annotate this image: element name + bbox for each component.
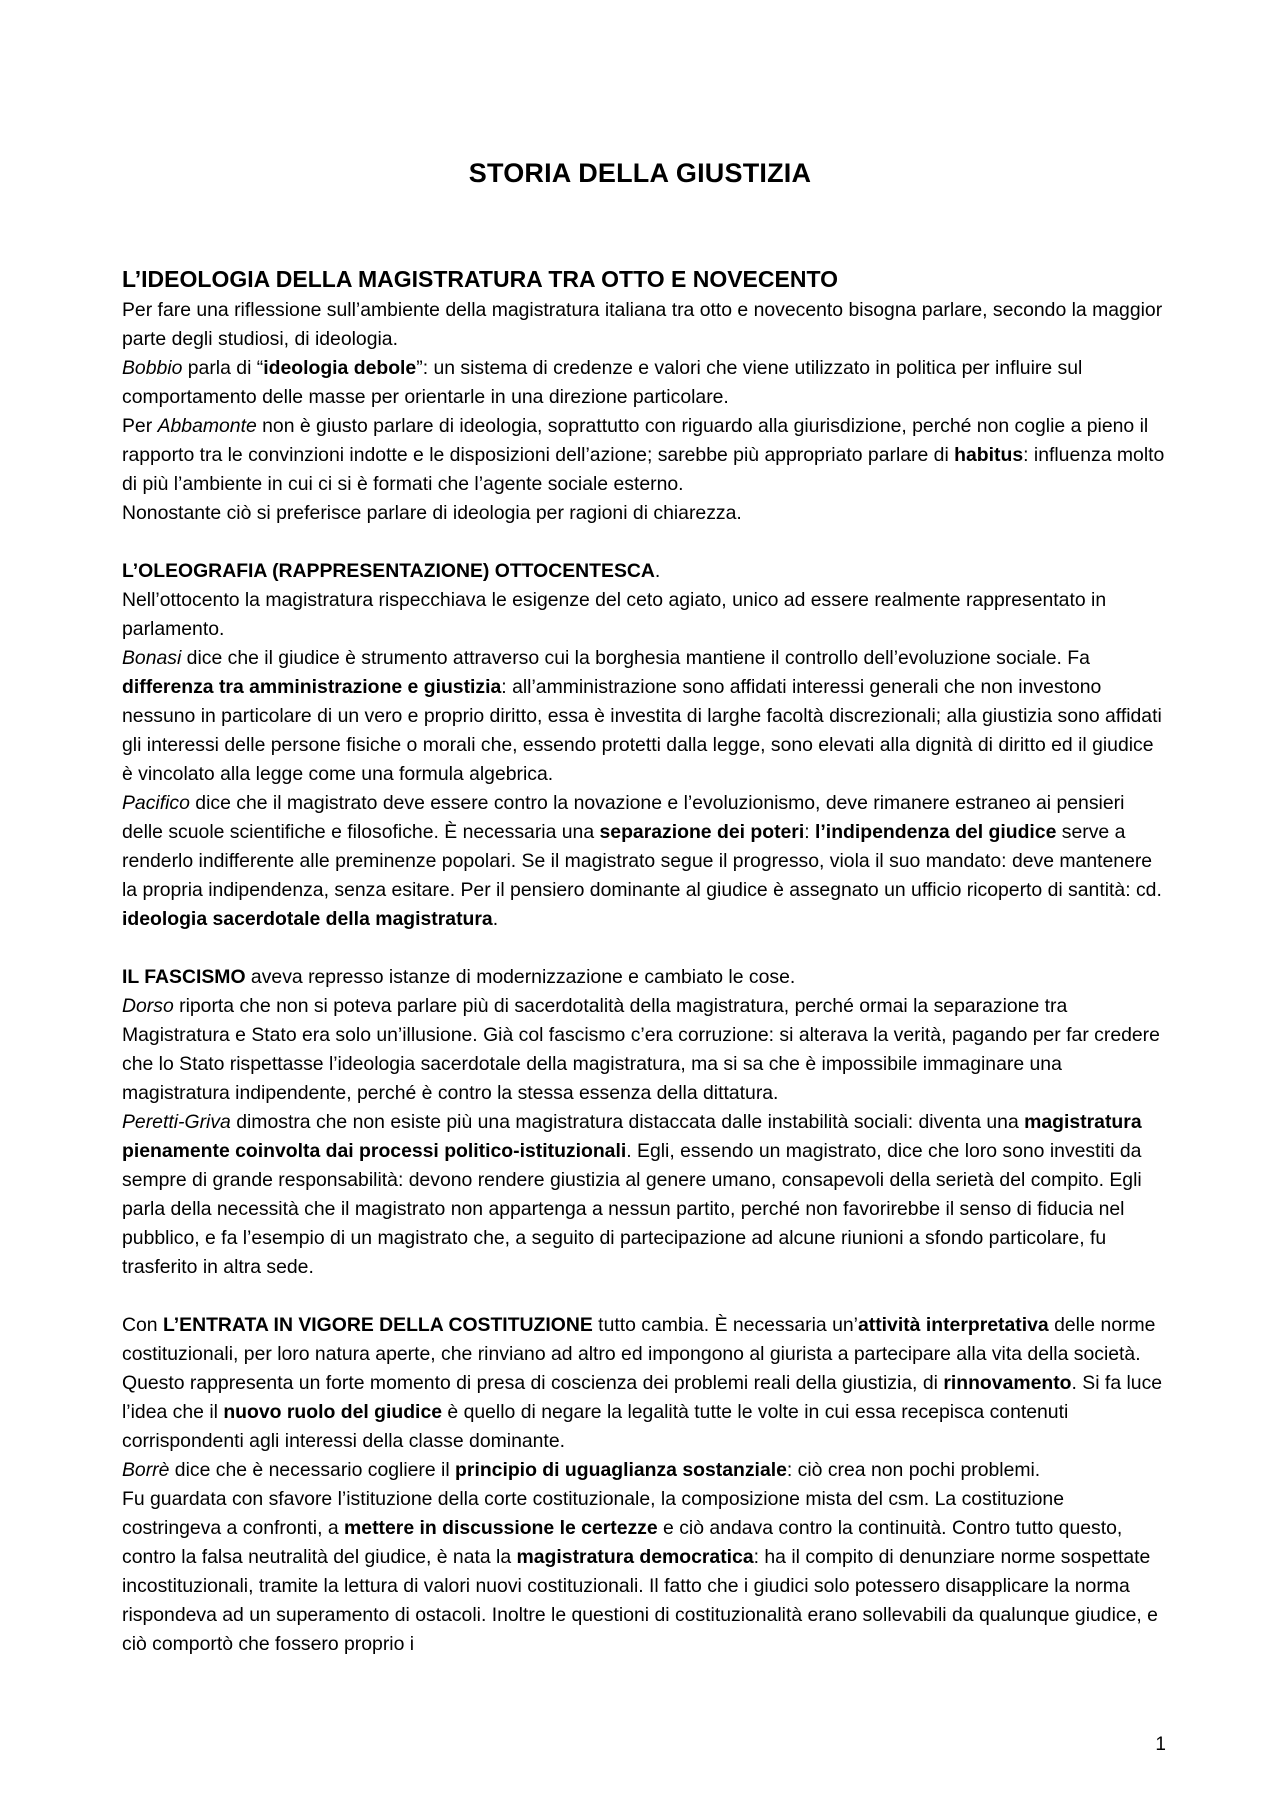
text-run: : ciò crea non pochi problemi. (786, 1459, 1041, 1481)
text-run: è quello di negare la legalità tutte le volte in cui essa recepisca contenuti corrispondenti agli interessi della classe dominante. (122, 1401, 1069, 1452)
bold-phrase: mettere in discussione le certezze (344, 1517, 658, 1539)
text-run: ”: un sistema di credenze e valori che viene utilizzato in politica per influire sul comportamento delle masse per orientarle in una direzione particolare. (122, 357, 1083, 408)
text-run: Con (122, 1314, 163, 1336)
text-run: riporta che non si poteva parlare più di sacerdotalità della magistratura, perché ormai la separazione tra Magistratura e Stato era solo un’illusione. Già col fascismo c’era corruzione: si alterava la verità, pagando per far credere che lo Stato rispettasse l’ideologia sacerdotale della magistratura, ma si sa che è impossibile immaginare una magistratura indipendente, perché è contro la stessa essenza della dittatura. (122, 995, 1160, 1104)
text-run: . Si fa luce l’idea che il (122, 1372, 1163, 1423)
author-name: Dorso (122, 995, 174, 1017)
text-run: : influenza molto di più l’ambiente in cui ci si è formati che l’agente sociale esterno. (122, 444, 1165, 495)
body-paragraph (122, 992, 1167, 1108)
bold-phrase: separazione dei poteri (599, 821, 805, 843)
bold-phrase: differenza tra amministrazione e giustizia (122, 676, 502, 698)
bold-phrase: magistratura pienamente coinvolta dai processi politico-istituzionali (122, 1111, 1142, 1162)
text-run: dice che il magistrato deve essere contro la novazione e l’evoluzionismo, deve rimanere estraneo ai pensieri delle scuole scientifiche e filosofiche. È necessaria una (122, 792, 1125, 843)
text-run: aveva represso istanze di modernizzazione e cambiato le cose. (245, 966, 796, 988)
text-run: : ha il compito di denunziare norme sospettate incostituzionali, tramite la lettura di valori nuovi costituzionali. Il fatto che i giudici solo potessero disapplicare la norma rispondeva ad un superamento di ostacoli. Inoltre le questioni di costituzionalità erano sollevabili da qualunque giudice, e ciò comportò che fossero proprio i (122, 1546, 1158, 1655)
text-run: Per fare una riflessione sull’ambiente della magistratura italiana tra otto e novecento bisogna parlare, secondo la maggior parte degli studiosi, di ideologia. (122, 299, 1163, 350)
paragraph-spacer (122, 1282, 1167, 1311)
body-paragraph (122, 1485, 1167, 1659)
author-name: Bonasi (122, 647, 182, 669)
body-paragraph (122, 354, 1167, 412)
text-run: delle norme costituzionali, per loro natura aperte, che rinviano ad altro ed impongono al giurista a partecipare alla vita della società. Questo rappresenta un forte momento di presa di coscienza dei problemi reali della giustizia, di (122, 1314, 1156, 1394)
text-run: dice che è necessario cogliere il (169, 1459, 456, 1481)
body-paragraph (122, 963, 1167, 992)
body-paragraph (122, 644, 1167, 789)
body-paragraph (122, 1311, 1167, 1456)
bold-phrase: L’ENTRATA IN VIGORE DELLA COSTITUZIONE (162, 1314, 593, 1336)
author-name: Peretti-Griva (122, 1111, 231, 1133)
page-number: 1 (1155, 1734, 1166, 1755)
text-run: dimostra che non esiste più una magistratura distaccata dalle instabilità sociali: diventa una (230, 1111, 1025, 1133)
author-name: Pacifico (122, 792, 190, 814)
bold-phrase: principio di uguaglianza sostanziale (455, 1459, 787, 1481)
body-paragraph (122, 1108, 1167, 1282)
body-paragraph (122, 296, 1167, 354)
paragraph-spacer (122, 528, 1167, 557)
text-run: . (654, 560, 661, 582)
author-name: Borrè (122, 1459, 170, 1481)
bold-phrase: habitus (954, 444, 1024, 466)
text-run: . (492, 908, 499, 930)
paragraph-spacer (122, 934, 1167, 963)
document-title: STORIA DELLA GIUSTIZIA (468, 158, 812, 188)
text-run: Nonostante ciò si preferisce parlare di ideologia per ragioni di chiarezza. (122, 502, 742, 524)
body-paragraph (122, 789, 1167, 934)
bold-phrase: L’OLEOGRAFIA (RAPPRESENTAZIONE) OTTOCENTESCA (122, 560, 655, 582)
bold-phrase: magistratura democratica (516, 1546, 754, 1568)
document-body (122, 262, 1167, 1659)
bold-phrase: ideologia sacerdotale della magistratura (122, 908, 493, 930)
text-run: : all’amministrazione sono affidati interessi generali che non investono nessuno in particolare di un vero e proprio diritto, essa è investita di larghe facoltà discrezionali; alla giustizia sono affidati gli interessi delle persone fisiche o morali che, essendo protetti dalla legge, sono elevati alla dignità di diritto ed il giudice è vincolato alla legge come una formula algebrica. (122, 676, 1162, 785)
text-run: non è giusto parlare di ideologia, soprattutto con riguardo alla giurisdizione, perché non coglie a pieno il rapporto tra le convinzioni indotte e le disposizioni dell’azione; sarebbe più appropriato parlare di (122, 415, 1149, 466)
text-run: : (804, 821, 816, 843)
text-run: Nell’ottocento la magistratura rispecchiava le esigenze del ceto agiato, unico ad essere realmente rappresentato in parlamento. (122, 589, 1107, 640)
text-run: Fu guardata con sfavore l’istituzione della corte costituzionale, la composizione mista del csm. La costituzione costringeva a confronti, a (122, 1488, 1064, 1539)
body-paragraph (122, 586, 1167, 644)
bold-phrase: attività interpretativa (857, 1314, 1049, 1336)
section-heading: L’IDEOLOGIA DELLA MAGISTRATURA TRA OTTO E NOVECENTO (122, 266, 838, 292)
text-run: e ciò andava contro la continuità. Contro tutto questo, contro la falsa neutralità del giudice, è nata la (122, 1517, 1123, 1568)
text-run: parla di “ (182, 357, 264, 379)
text-run: tutto cambia. È necessaria un’ (592, 1314, 858, 1336)
text-run: dice che il giudice è strumento attraverso cui la borghesia mantiene il controllo dell’evoluzione sociale. Fa (181, 647, 1090, 669)
bold-phrase: nuovo ruolo del giudice (223, 1401, 443, 1423)
body-paragraph (122, 499, 1167, 528)
bold-phrase: rinnovamento (943, 1372, 1072, 1394)
author-name: Abbamonte (157, 415, 257, 437)
text-run: serve a renderlo indifferente alle preminenze popolari. Se il magistrato segue il progresso, viola il suo mandato: deve mantenere la propria indipendenza, senza esitare. Per il pensiero dominante al giudice è assegnato un ufficio ricoperto di santità: cd. (122, 821, 1162, 901)
text-run: . Egli, essendo un magistrato, dice che loro sono investiti da sempre di grande responsabilità: devono rendere giustizia al genere umano, consapevoli della serietà del compito. Egli parla della necessità che il magistrato non appartenga a nessun partito, perché non favorirebbe il senso di fiducia nel pubblico, e fa l’esempio di un magistrato che, a seguito di partecipazione ad alcune riunioni a sfondo particolare, fu trasferito in altra sede. (122, 1140, 1142, 1278)
bold-phrase: ideologia debole (263, 357, 417, 379)
text-run: Per (122, 415, 158, 437)
bold-phrase: l’indipendenza del giudice (815, 821, 1057, 843)
body-paragraph (122, 557, 1167, 586)
body-paragraph (122, 1456, 1167, 1485)
bold-phrase: IL FASCISMO (122, 966, 246, 988)
body-paragraph (122, 412, 1167, 499)
author-name: Bobbio (122, 357, 183, 379)
